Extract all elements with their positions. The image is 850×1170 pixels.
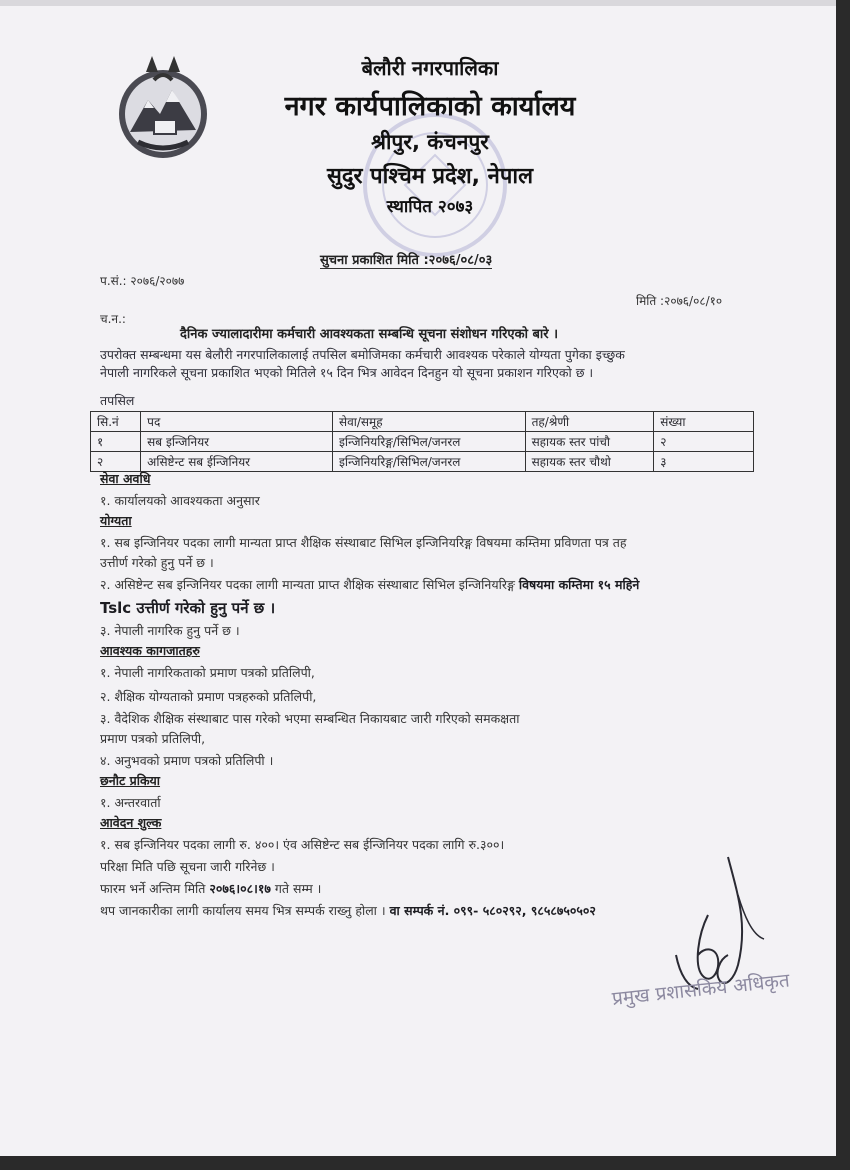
document-item-2: २. शैक्षिक योग्यताको प्रमाण पत्रहरुको प्रतिलिपी, [100, 689, 317, 704]
table-header: संख्या [654, 412, 754, 432]
qualification-heading: योग्यता [100, 513, 132, 528]
deadline-line [100, 880, 321, 897]
qualification-item-2 [100, 576, 639, 593]
table-row [91, 452, 754, 472]
selection-process-item: १. अन्तरवार्ता [100, 795, 161, 810]
table-cell: सहायक स्तर चौथो [525, 452, 654, 472]
qualification-item-2-bold: विषयमा कम्तिमा १५ महिने [518, 577, 640, 592]
notice-subject: दैनिक ज्यालादारीमा कर्मचारी आवश्यकता सम्बन्धि सूचना संशोधन गरिएको बारे । [180, 327, 559, 342]
table-header: सेवा/समूह [333, 412, 526, 432]
document-item-3: ३. वैदेशिक शैक्षिक संस्थाबाट पास गरेको भएमा सम्बन्धित निकायबाट जारी गरिएको समकक्षता [100, 711, 520, 726]
established-year: स्थापित २०७३ [386, 197, 474, 217]
qualification-item-1: १. सब इन्जिनियर पदका लागी मान्यता प्राप्त शैक्षिक संस्थाबाट सिभिल इन्जिनियरिङ्ग विषयमा कम्तिमा प्रविणता पत्र तह [100, 535, 627, 550]
table-header: तह/श्रेणी [525, 412, 654, 432]
table-header: पद [141, 412, 333, 432]
table-cell: सहायक स्तर पांचौ [525, 432, 654, 452]
document-item-3-cont: प्रमाण पत्रको प्रतिलिपी, [100, 731, 206, 746]
documents-heading: आवश्यक कागजातहरु [100, 643, 200, 658]
qualification-item-3: ३. नेपाली नागरिक हुनु पर्ने छ । [100, 623, 240, 638]
scan-bottom-edge [0, 1156, 850, 1170]
selection-process-heading: छनौट प्रकिया [100, 773, 161, 788]
table-cell: २ [91, 452, 141, 472]
table-cell: असिष्टेन्ट सब ईन्जिनियर [141, 452, 333, 472]
reference-number: प.सं.: २०७६/२०७७ [100, 274, 185, 288]
contact-text: थप जानकारीका लागी कार्यालय समय भित्र सम्पर्क राख्नु होला । [100, 903, 386, 918]
table-cell: इन्जिनियरिङ्ग/सिभिल/जनरल [333, 452, 526, 472]
province-country: सुदुर पश्चिम प्रदेश, नेपाल [326, 164, 534, 189]
office-location: श्रीपुर, कंचनपुर [371, 130, 489, 154]
contact-number: वा सम्पर्क नं. ०९९- ५८०२९२, ९८५८७५०५०२ [389, 903, 596, 918]
qualification-item-1-cont: उत्तीर्ण गरेको हुनु पर्ने छ । [100, 555, 214, 570]
document-item-1: १. नेपाली नागरिकताको प्रमाण पत्रको प्रतिलिपी, [100, 665, 315, 680]
publication-date: सुचना प्रकाशित मिति :२०७६/०८/०३ [320, 250, 492, 269]
intro-line-2: नेपाली नागरिकले सूचना प्रकाशित भएको मितिले १५ दिन भित्र आवेदन दिनहुन यो सूचना प्रकाशन गरिएको छ । [100, 365, 594, 380]
service-duration-item: १. कार्यालयको आवश्यकता अनुसार [100, 493, 260, 508]
table-cell: सब इन्जिनियर [141, 432, 333, 452]
qualification-item-2-cont: Tslc उत्तीर्ण गरेको हुनु पर्ने छ । [100, 599, 276, 617]
scan-top-edge [0, 0, 850, 6]
contact-line [100, 902, 596, 919]
table-cell: इन्जिनियरिङ्ग/सिभिल/जनरल [333, 432, 526, 452]
table-cell: २ [654, 432, 754, 452]
dispatch-number: च.न.: [100, 312, 126, 326]
details-label: तपसिल [100, 393, 135, 408]
municipality-name: बेलौरी नगरपालिका [361, 56, 499, 80]
table-row [91, 432, 754, 452]
signatory-title: प्रमुख प्रशासकिय अधिकृत [610, 969, 791, 1010]
table-header-row [91, 412, 754, 432]
intro-line-1: उपरोक्त सम्बन्धमा यस बेलौरी नगरपालिकालाई तपसिल बमोजिमका कर्मचारी आवश्यक परेकाले योग्यता पुगेका इच्छुक [100, 347, 625, 362]
deadline-date: २०७६।०८।१७ [209, 881, 271, 896]
table-header: सि.नं [91, 412, 141, 432]
exam-notice-line: परिक्षा मिति पछि सूचना जारी गरिनेछ । [100, 859, 275, 874]
document-item-4: ४. अनुभवको प्रमाण पत्रको प्रतिलिपी । [100, 753, 274, 768]
deadline-label: फारम भर्ने अन्तिम मिति [100, 881, 206, 896]
intro-paragraph [100, 346, 740, 382]
application-fee-heading: आवेदन शुल्क [100, 815, 162, 830]
service-duration-heading: सेवा अवधि [100, 471, 151, 486]
nepal-emblem-icon [108, 50, 218, 168]
application-fee-line: १. सब इन्जिनियर पदका लागी रु. ४००। एंव असिष्टेन्ट सब ईन्जिनियर पदका लागि रु.३००। [100, 837, 505, 852]
deadline-suffix: गते सम्म । [274, 881, 322, 896]
office-name: नगर कार्यपालिकाको कार्यालय [284, 91, 576, 122]
scan-right-edge [836, 0, 850, 1170]
positions-table [90, 411, 754, 472]
letter-date: मिति :२०७६/०८/१० [636, 294, 723, 308]
table-cell: ३ [654, 452, 754, 472]
table-cell: १ [91, 432, 141, 452]
qualification-item-2-text: २. असिष्टेन्ट सब इन्जिनियर पदका लागी मान्यता प्राप्त शैक्षिक संस्थाबाट सिभिल इन्जिनियरिङ्ग [100, 577, 515, 592]
